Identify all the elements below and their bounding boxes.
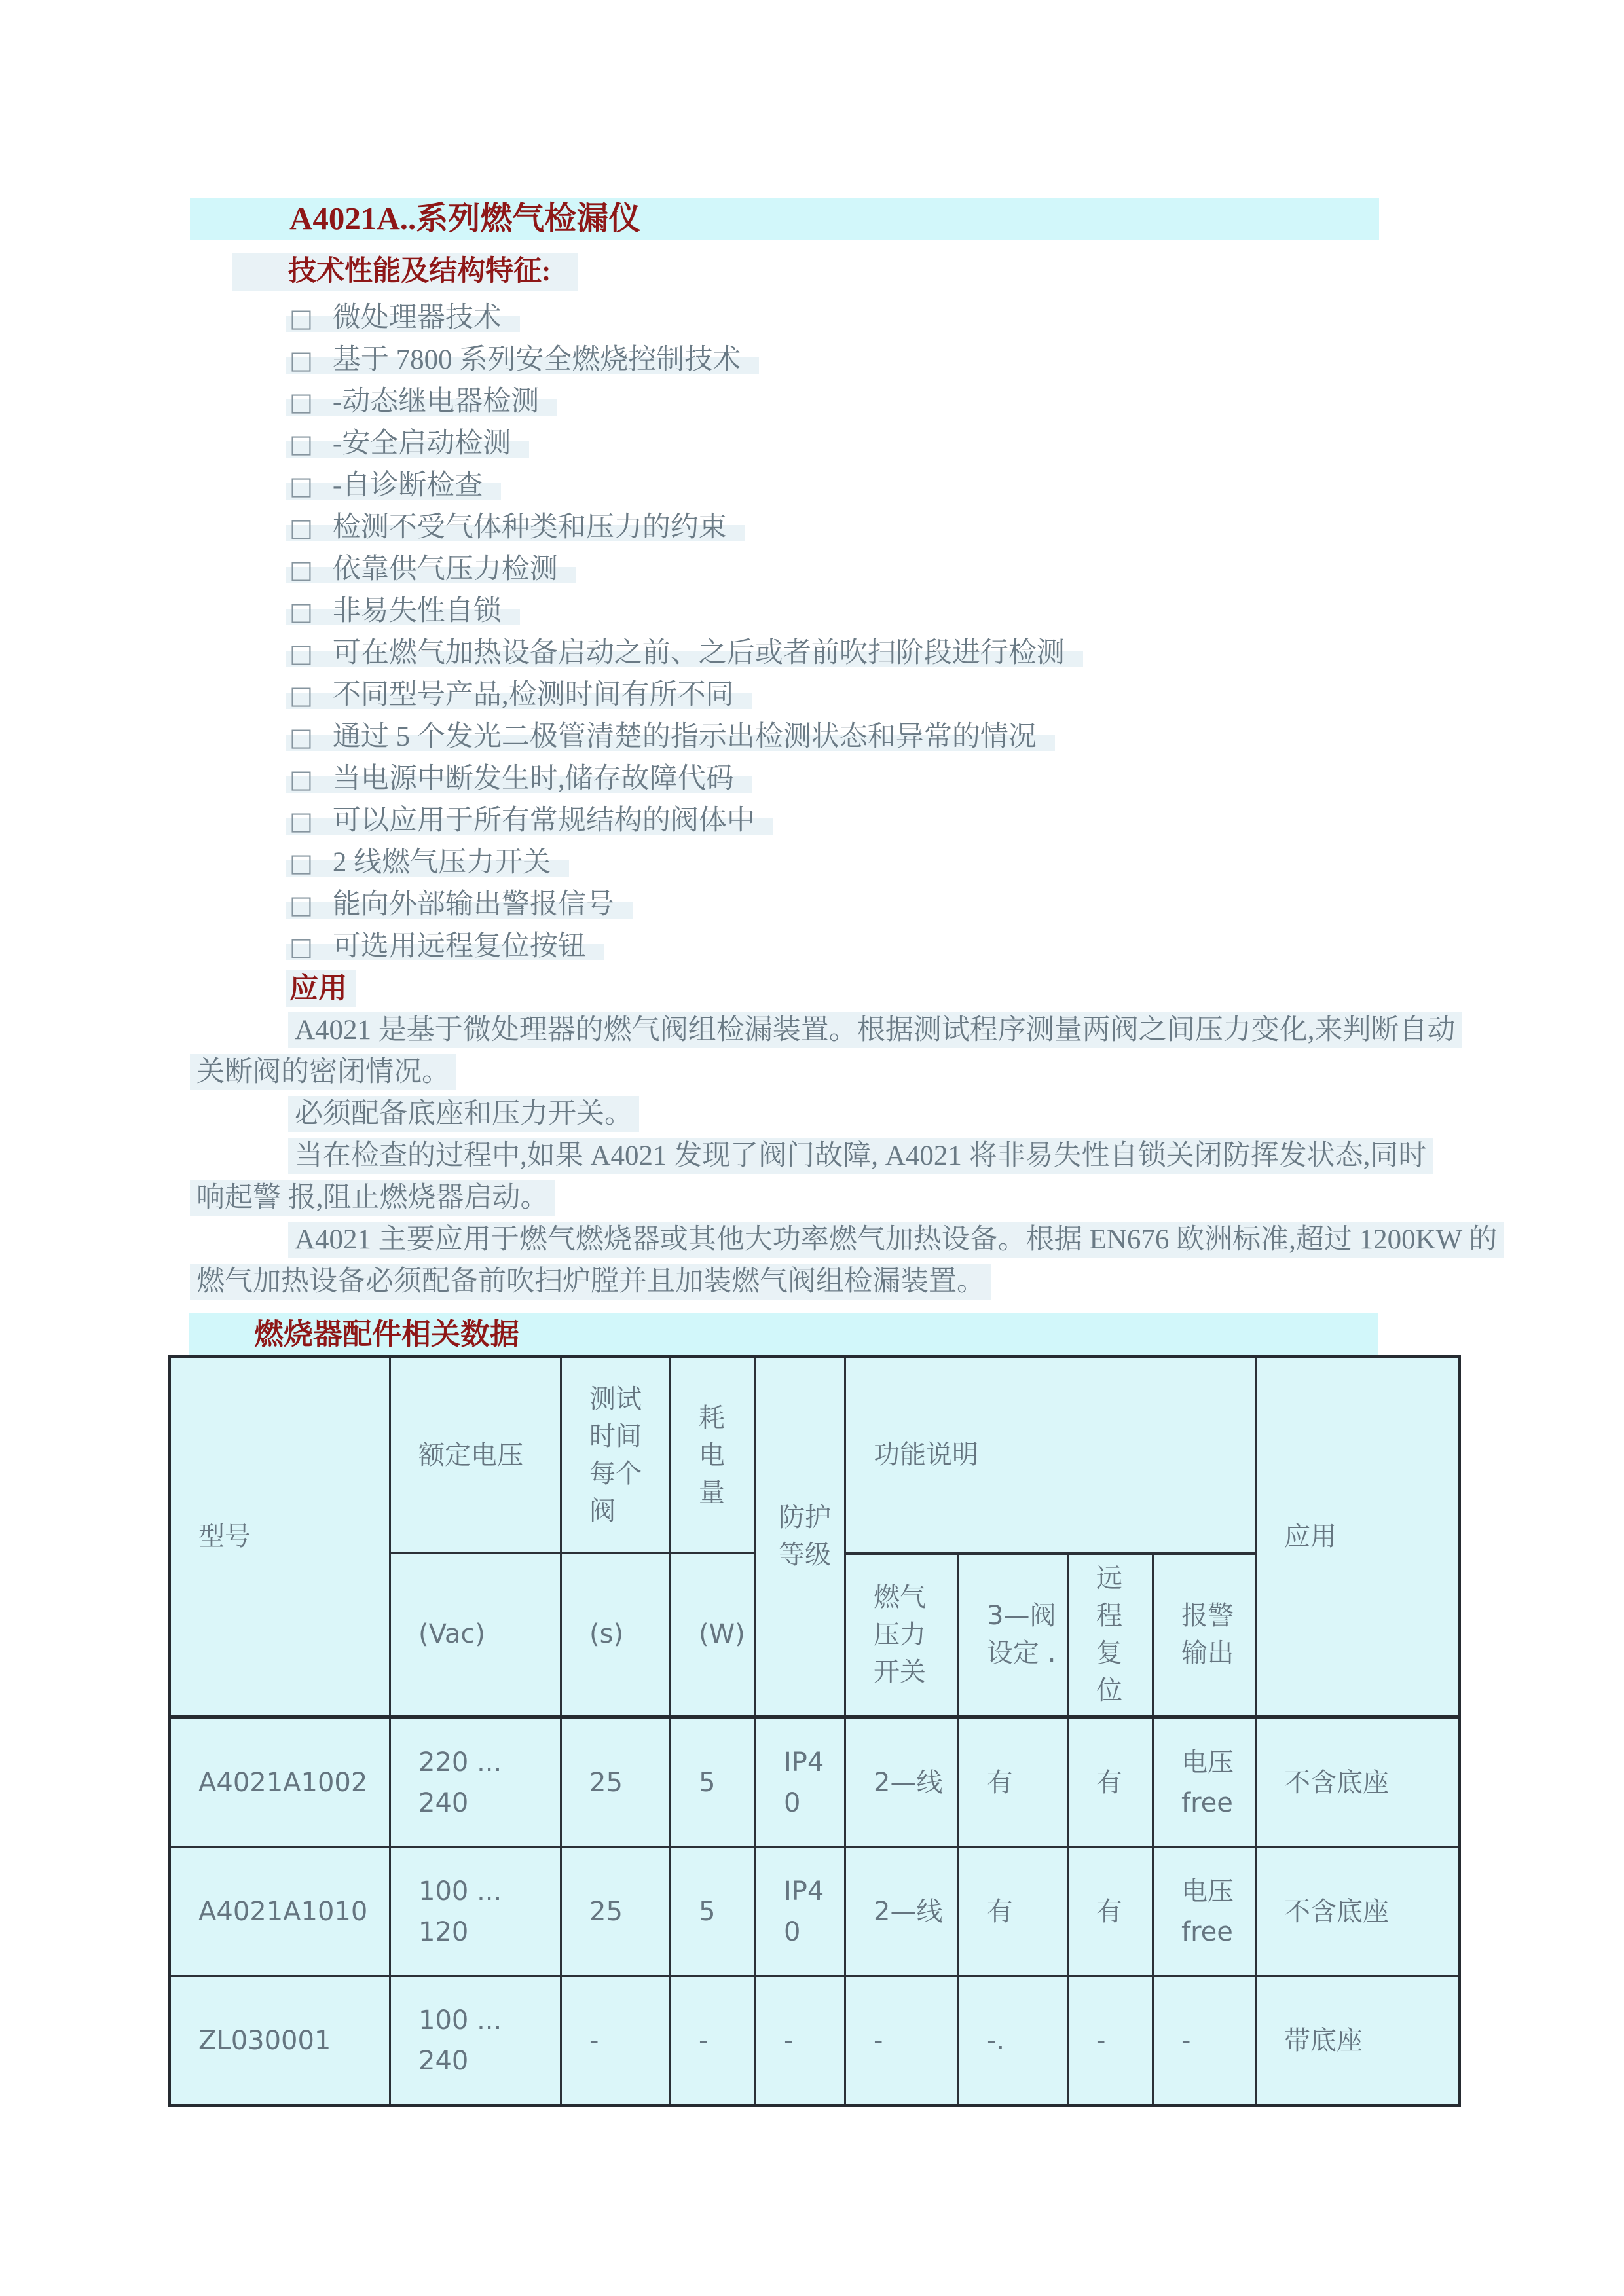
checkbox-icon: □ <box>289 513 313 542</box>
table-cell: ZL030001 <box>170 1977 390 2106</box>
col-header-application: 应用 <box>1256 1357 1460 1717</box>
table-cell: 电压 free <box>1153 1717 1256 1847</box>
feature-item <box>286 632 1624 674</box>
feature-item-label: 可以应用于所有常规结构的阀体中 <box>332 805 755 836</box>
application-heading-row <box>286 968 1624 1010</box>
paragraph-line: 燃气加热设备必须配备前吹扫炉膛并且加装燃气阀组检漏装置。 <box>190 1261 1624 1303</box>
table-heading: 燃烧器配件相关数据 <box>254 1318 520 1351</box>
feature-item-label: 可选用远程复位按钮 <box>332 931 586 962</box>
table-row <box>170 1977 1460 2106</box>
table-cell: 带底座 <box>1256 1977 1460 2106</box>
feature-item <box>286 758 1624 800</box>
feature-item-label: 基于 7800 系列安全燃烧控制技术 <box>332 344 741 375</box>
table-cell: A4021A1010 <box>170 1847 390 1977</box>
table-cell: 不含底座 <box>1256 1717 1460 1847</box>
feature-item <box>286 423 1624 465</box>
table-cell: IP40 <box>756 1717 845 1847</box>
table-cell: - <box>756 1977 845 2106</box>
table-cell: 100 ... 120 <box>390 1847 561 1977</box>
table-row <box>170 1717 1460 1847</box>
checkbox-icon: □ <box>289 304 313 333</box>
table-cell: 5 <box>671 1847 756 1977</box>
col-header-valve-setting: 3—阀设定 . <box>959 1554 1068 1717</box>
feature-item-label: 当电源中断发生时,储存故障代码 <box>332 763 734 794</box>
feature-item-label: 可在燃气加热设备启动之前、之后或者前吹扫阶段进行检测 <box>332 638 1065 668</box>
application-heading: 应用 <box>286 970 356 1007</box>
feature-item-label: 依靠供气压力检测 <box>332 554 558 585</box>
checkbox-icon: □ <box>289 848 313 877</box>
table-cell: - <box>1068 1977 1153 2106</box>
table-cell: 100 ... 240 <box>390 1977 561 2106</box>
feature-item-label: 非易失性自锁 <box>332 596 502 627</box>
paragraph-line: A4021 是基于微处理器的燃气阀组检漏装置。根据测试程序测量两阀之间压力变化,来判断自动 <box>288 1010 1624 1051</box>
checkbox-icon: □ <box>289 346 313 374</box>
table-cell: 5 <box>671 1717 756 1847</box>
feature-item <box>286 926 1624 968</box>
checkbox-icon: □ <box>289 555 313 584</box>
features-heading-row <box>232 253 1624 291</box>
table-cell: -. <box>959 1977 1068 2106</box>
feature-item-label: 检测不受气体种类和压力的约束 <box>332 512 727 543</box>
specs-table <box>168 1355 1461 2107</box>
table-cell: 有 <box>1068 1847 1153 1977</box>
features-heading: 技术性能及结构特征: <box>232 253 578 291</box>
table-cell: 25 <box>561 1847 671 1977</box>
table-cell: A4021A1002 <box>170 1717 390 1847</box>
feature-item <box>286 800 1624 842</box>
feature-item <box>286 297 1624 339</box>
table-cell: 不含底座 <box>1256 1847 1460 1977</box>
feature-item-label: 微处理器技术 <box>332 302 502 333</box>
table-cell: - <box>561 1977 671 2106</box>
checkbox-icon: □ <box>289 639 313 668</box>
col-header-gas-pressure-switch: 燃气压力开关 <box>845 1554 959 1717</box>
feature-item-label: 2 线燃气压力开关 <box>332 847 551 878</box>
feature-item <box>286 507 1624 549</box>
feature-item-label: 能向外部输出警报信号 <box>332 889 614 920</box>
checkbox-icon: □ <box>289 890 313 919</box>
title-band <box>190 198 1379 240</box>
table-cell: 220 ... 240 <box>390 1717 561 1847</box>
unit-w: (W) <box>671 1554 756 1717</box>
document-content <box>0 198 1624 2107</box>
checkbox-icon: □ <box>289 932 313 961</box>
col-header-remote-reset: 远程复位 <box>1068 1554 1153 1717</box>
table-cell: 有 <box>959 1717 1068 1847</box>
feature-item <box>286 591 1624 632</box>
table-row <box>170 1847 1460 1977</box>
feature-item-label: -自诊断检查 <box>332 470 483 501</box>
col-header-functions-group: 功能说明 <box>845 1357 1256 1554</box>
table-cell: 有 <box>959 1847 1068 1977</box>
col-header-model: 型号 <box>170 1357 390 1717</box>
paragraph-line: 响起警 报,阻止燃烧器启动。 <box>190 1177 1624 1219</box>
unit-vac: (Vac) <box>390 1554 561 1717</box>
col-header-alarm-output: 报警输出 <box>1153 1554 1256 1717</box>
checkbox-icon: □ <box>289 723 313 752</box>
feature-list <box>0 297 1624 968</box>
checkbox-icon: □ <box>289 388 313 416</box>
table-heading-band <box>189 1313 1378 1355</box>
table-cell: - <box>671 1977 756 2106</box>
paragraph-line: 必须配备底座和压力开关。 <box>288 1093 1624 1135</box>
table-cell: 2—线 <box>845 1847 959 1977</box>
unit-s: (s) <box>561 1554 671 1717</box>
feature-item-label: 不同型号产品,检测时间有所不同 <box>332 680 734 710</box>
feature-item <box>286 339 1624 381</box>
paragraph-line: 当在检查的过程中,如果 A4021 发现了阀门故障, A4021 将非易失性自锁关闭防挥发状态,同时 <box>288 1135 1624 1177</box>
col-header-test-time: 测试时间每个阀 <box>561 1357 671 1554</box>
table-cell: 2—线 <box>845 1717 959 1847</box>
feature-item <box>286 716 1624 758</box>
checkbox-icon: □ <box>289 807 313 835</box>
feature-item <box>286 674 1624 716</box>
col-header-protection: 防护等级 <box>756 1357 845 1717</box>
checkbox-icon: □ <box>289 471 313 500</box>
feature-item <box>286 465 1624 507</box>
feature-item <box>286 842 1624 884</box>
checkbox-icon: □ <box>289 681 313 710</box>
feature-item-label: -动态继电器检测 <box>332 386 540 417</box>
checkbox-icon: □ <box>289 597 313 626</box>
table-cell: 有 <box>1068 1717 1153 1847</box>
table-cell: IP40 <box>756 1847 845 1977</box>
paragraph-line: 关断阀的密闭情况。 <box>190 1051 1624 1093</box>
feature-item <box>286 381 1624 423</box>
feature-item-label: -安全启动检测 <box>332 428 511 459</box>
application-paragraphs <box>0 1010 1624 1303</box>
feature-item <box>286 549 1624 591</box>
feature-item <box>286 884 1624 926</box>
page-title: A4021A..系列燃气检漏仪 <box>289 200 641 236</box>
table-cell: - <box>1153 1977 1256 2106</box>
col-header-voltage: 额定电压 <box>390 1357 561 1554</box>
table-cell: 25 <box>561 1717 671 1847</box>
feature-item-label: 通过 5 个发光二极管清楚的指示出检测状态和异常的情况 <box>332 721 1037 752</box>
table-cell: - <box>845 1977 959 2106</box>
checkbox-icon: □ <box>289 429 313 458</box>
paragraph-line: A4021 主要应用于燃气燃烧器或其他大功率燃气加热设备。根据 EN676 欧洲标准,超过 1200KW 的 <box>288 1219 1624 1261</box>
checkbox-icon: □ <box>289 765 313 793</box>
col-header-power: 耗电量 <box>671 1357 756 1554</box>
table-cell: 电压 free <box>1153 1847 1256 1977</box>
